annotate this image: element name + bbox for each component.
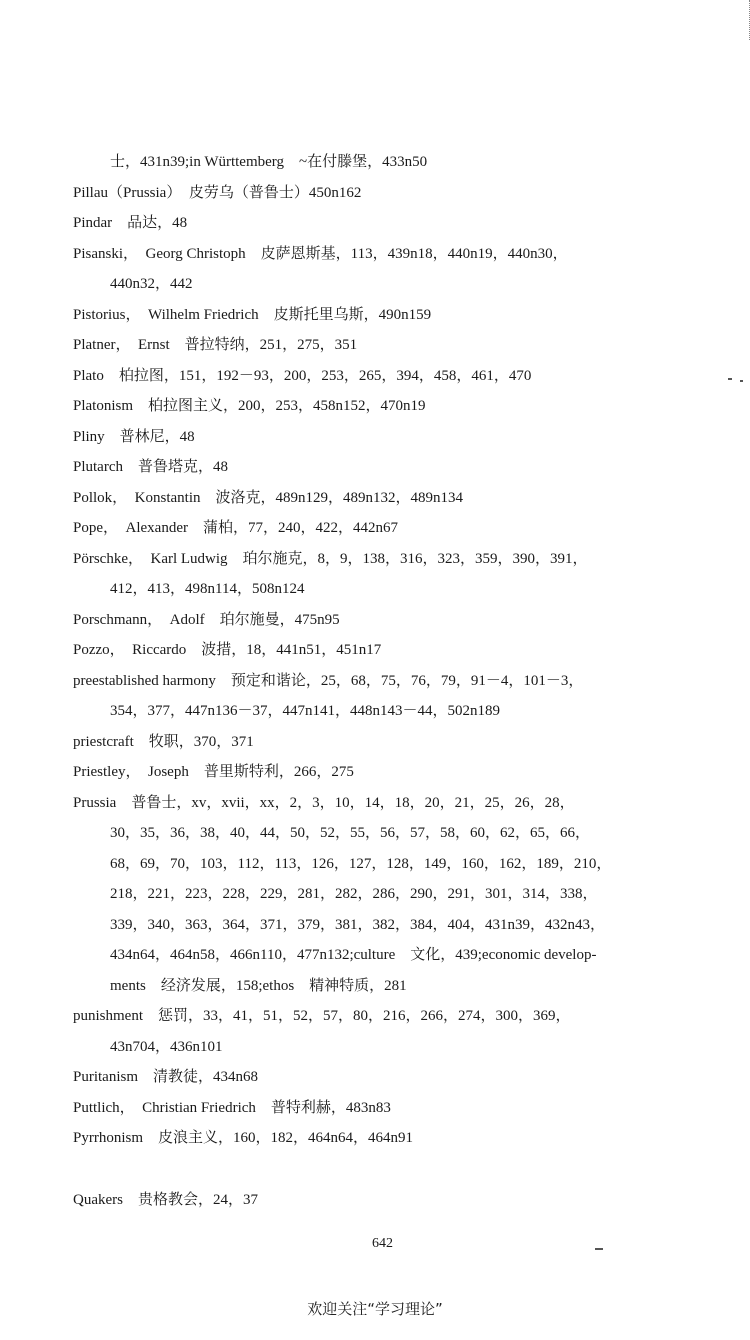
entry-continuation-line: 218，221，223，228，229，281，282，286，290，291，301，314，338， (110, 886, 598, 902)
entry-continuation-line: 440n32，442 (110, 276, 193, 292)
entry-line: Prussia 普鲁士，xv，xvii，xx，2，3，10，14，18，20，21，25，26，28， (73, 794, 575, 811)
entry-line: Platner， Ernst 普拉特纳，251，275，351 (73, 337, 358, 353)
entry-line: Pollok， Konstantin 波洛克，489n129，489n132，489n134 (73, 489, 464, 506)
index-entry (73, 727, 693, 758)
index-entry (73, 147, 693, 178)
entry-line: Pliny 普林尼，48 (73, 428, 195, 445)
entry-line: punishment 惩罚，33，41，51，52，57，80，216，266，274，300，369， (73, 1008, 571, 1024)
index-entry (73, 1185, 693, 1216)
scan-speck (728, 378, 732, 380)
entry-line: Plutarch 普鲁塔克，48 (73, 459, 228, 475)
index-entry (73, 178, 693, 209)
scan-speck (740, 380, 743, 382)
index-entry (73, 513, 693, 544)
entry-line: preestablished harmony 预定和谐论，25，68，75，76，79，91－4，101－3， (73, 672, 584, 689)
index-entry (73, 361, 693, 392)
entry-line: Pindar 品达，48 (73, 215, 188, 231)
page-edge-mark (746, 0, 750, 40)
entry-continuation-line: ments 经济发展，158;ethos 精神特质，281 (110, 977, 407, 994)
entry-line: Priestley， Joseph 普里斯特利，266，275 (73, 764, 354, 780)
index-entry (73, 483, 693, 514)
entry-continuation-line: 354，377，447n136－37，447n141，448n143－44，502n189 (110, 703, 501, 719)
index-entry (73, 666, 693, 727)
entry-line: Porschmann， Adolf 珀尔施曼，475n95 (73, 611, 340, 628)
entry-line: Pyrrhonism 皮浪主义，160，182，464n64，464n91 (73, 1130, 414, 1146)
index-entry (73, 330, 693, 361)
entry-line: Pope， Alexander 蒲柏，77，240，422，442n67 (73, 520, 398, 536)
entry-line: 士，431n39;in Württemberg ~在付滕堡，433n50 (110, 154, 428, 170)
entry-continuation-line: 43n704，436n101 (110, 1038, 223, 1055)
index-entry (73, 605, 693, 636)
index-entry (73, 208, 693, 239)
entry-continuation-line: 339，340，363，364，371，379，381，382，384，404，431n39，432n43， (110, 916, 606, 933)
entry-continuation-line: 412，413，498n114，508n124 (110, 581, 305, 597)
index-entry (73, 422, 693, 453)
index-entry (73, 1001, 693, 1062)
entry-line: Puritanism 清教徒，434n68 (73, 1069, 259, 1085)
index-entry (73, 239, 693, 300)
entry-line: Pillau（Prussia） 皮劳乌（普鲁士）450n162 (73, 184, 362, 201)
index-entry (73, 757, 693, 788)
entry-line: Plato 柏拉图，151，192－93，200，253，265，394，458，461，470 (73, 367, 532, 384)
footer-note: 欢迎关注“学习理论” (307, 1300, 443, 1318)
index-entry (73, 391, 693, 422)
index-entry (73, 452, 693, 483)
entry-line: Pistorius， Wilhelm Friedrich 皮斯托里乌斯，490n159 (73, 306, 432, 323)
index-entry (73, 788, 693, 1002)
entry-continuation-line: 434n64，464n58，466n110，477n132;culture 文化，439;economic develop- (110, 947, 597, 963)
index-entry (73, 1123, 693, 1154)
entry-line: priestcraft 牧职，370，371 (73, 733, 254, 750)
index-entry (73, 1062, 693, 1093)
entry-continuation-line: 30，35，36，38，40，44，50，52，55，56，57，58，60，62，65，66， (110, 825, 591, 841)
entry-line: Quakers 贵格教会，24，37 (73, 1191, 258, 1208)
index-entry (73, 300, 693, 331)
entry-line: Platonism 柏拉图主义，200，253，458n152，470n19 (73, 398, 426, 414)
entry-line: Pisanski， Georg Christoph 皮萨恩斯基，113，439n18，440n19，440n30， (73, 245, 568, 262)
index-entry (73, 1093, 693, 1124)
index-entry (73, 635, 693, 666)
page-number: 642 (372, 1236, 393, 1251)
entry-line: Puttlich， Christian Friedrich 普特利赫，483n83 (73, 1099, 391, 1116)
entry-continuation-line: 68，69，70，103，112，113，126，127，128，149，160，162，189，210， (110, 855, 612, 872)
entry-line: Pozzo， Riccardo 波措，18，441n51，451n17 (73, 642, 382, 658)
entry-line: Pörschke， Karl Ludwig 珀尔施克，8，9，138，316，323，359，390，391， (73, 550, 588, 567)
index-entry (73, 544, 693, 605)
scan-speck (595, 1248, 603, 1250)
